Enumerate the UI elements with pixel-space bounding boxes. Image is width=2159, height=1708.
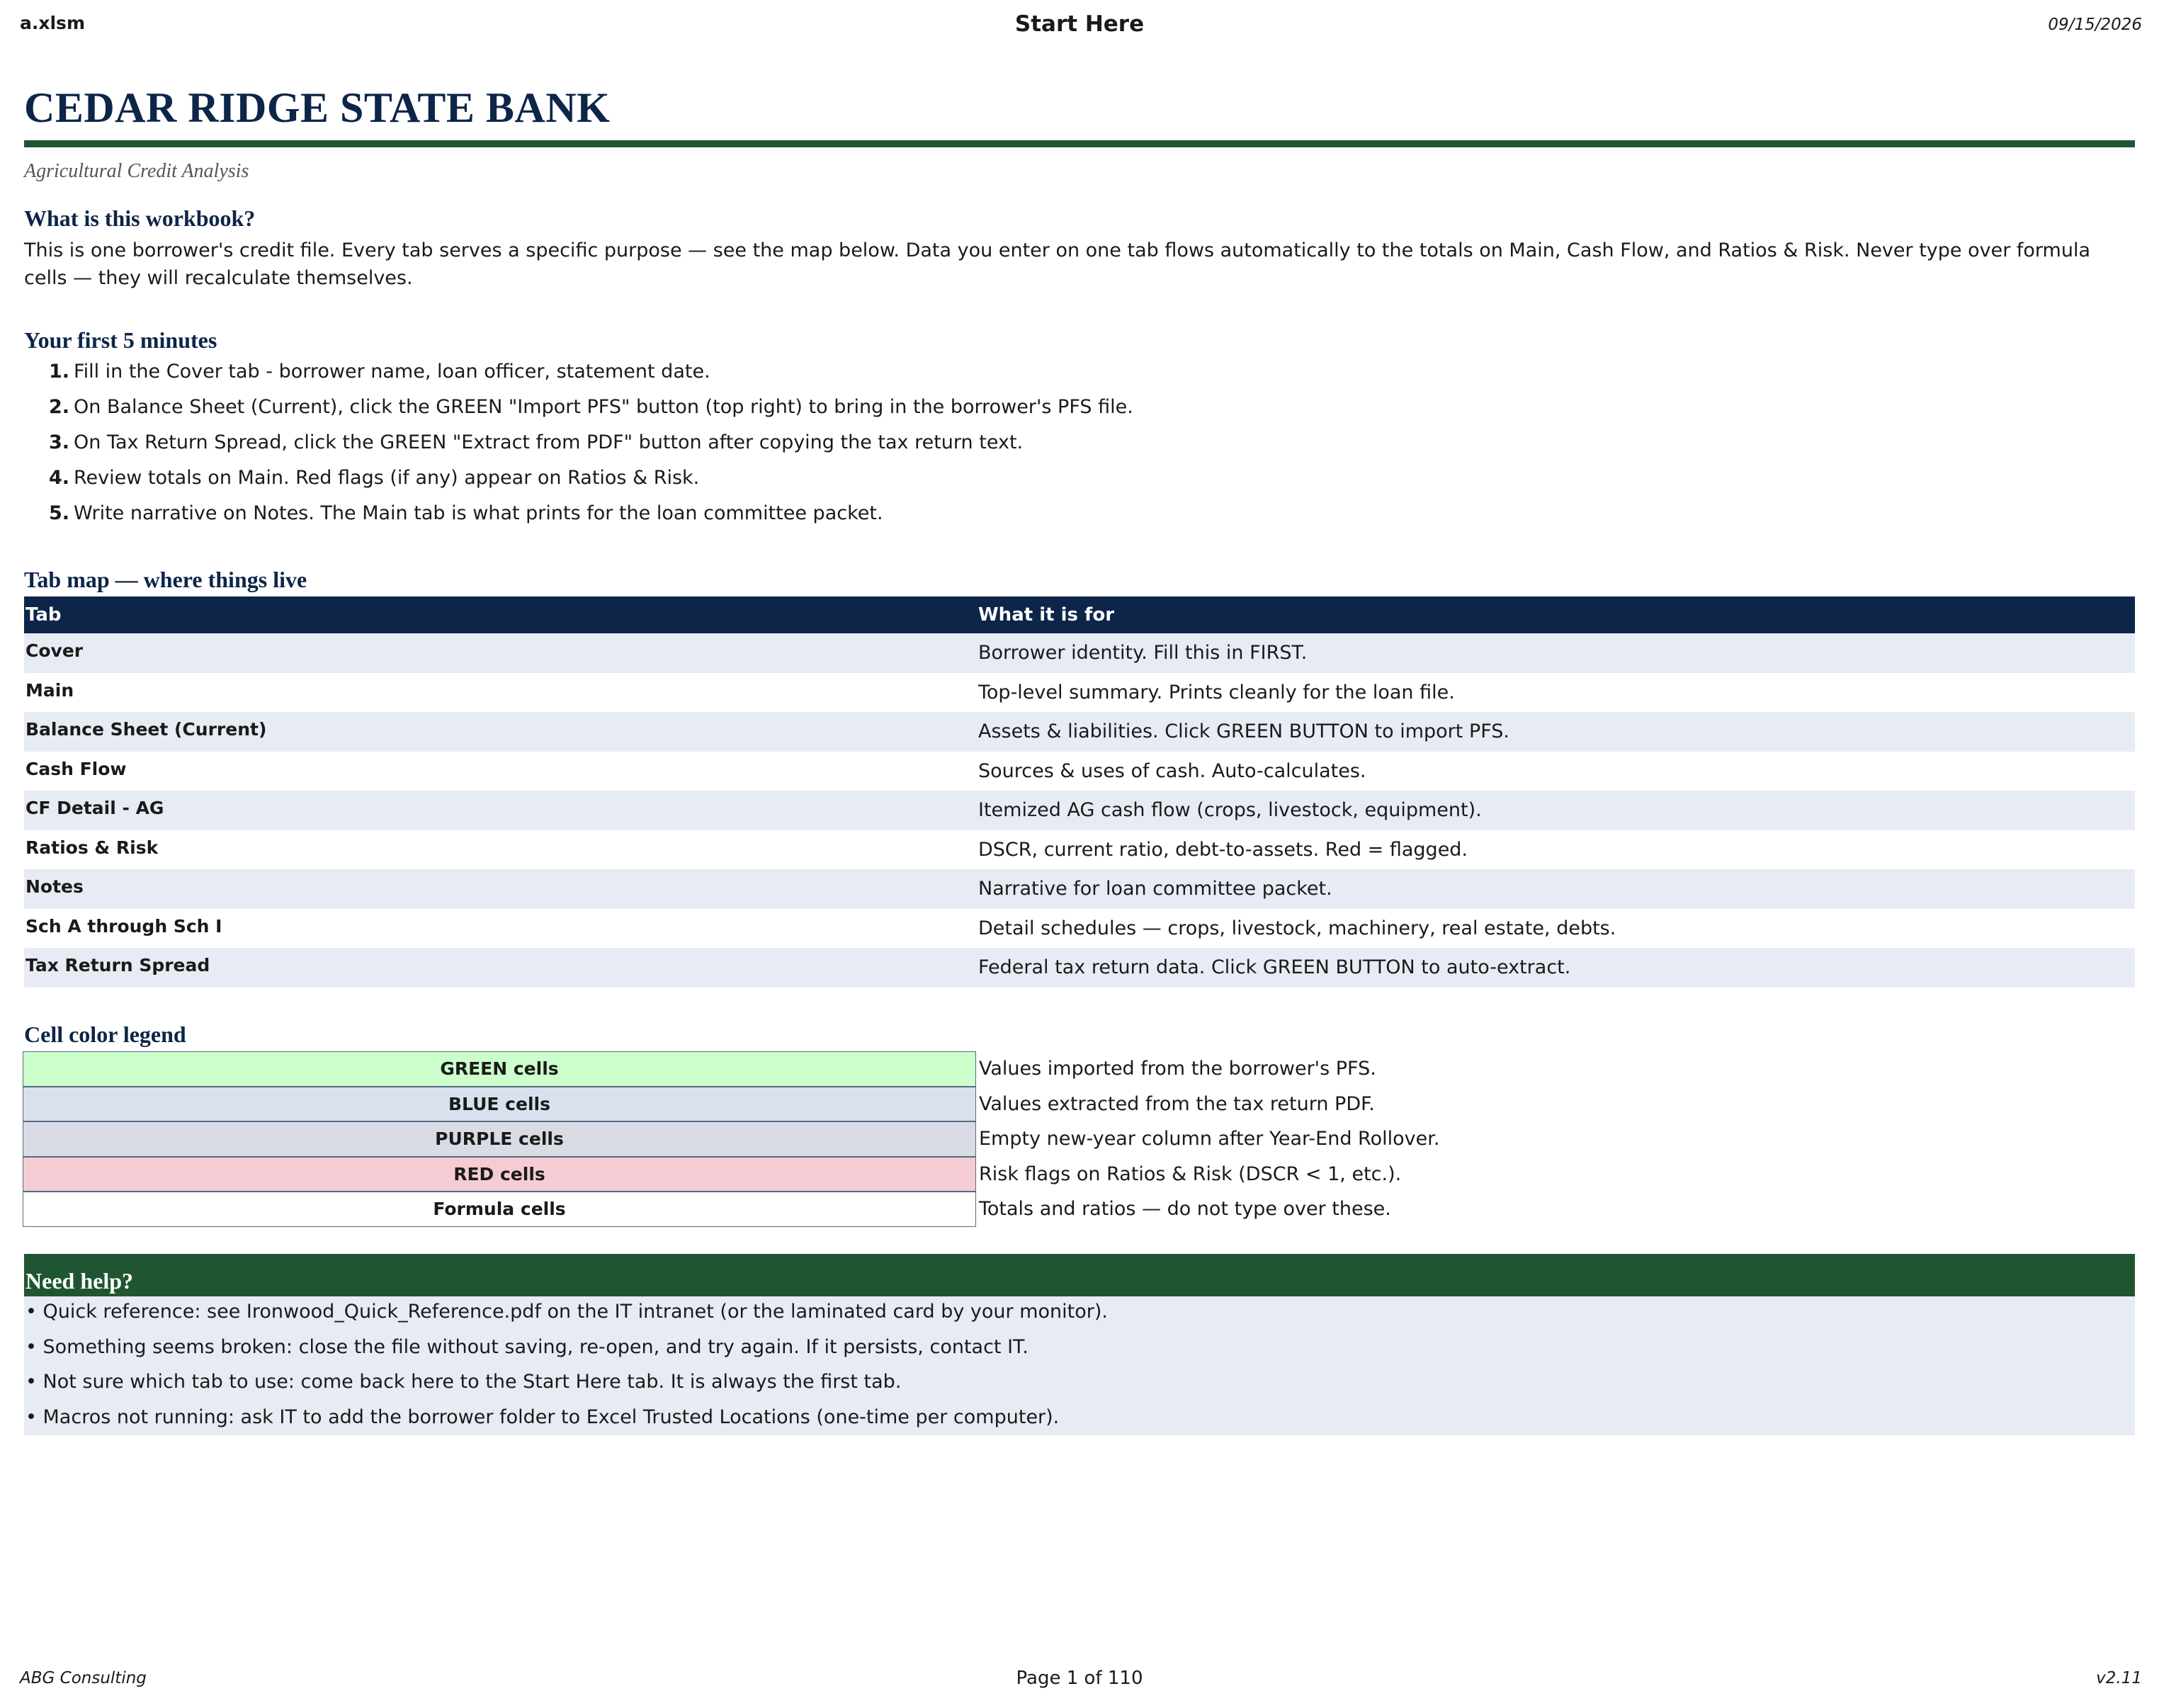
help-heading: Need help? — [24, 1254, 2135, 1296]
table-row — [24, 948, 2135, 988]
step-number: 1. — [48, 361, 69, 383]
step-text: On Balance Sheet (Current), click the GREEN "Import PFS" button (top right) to bring in the borrower's PFS file. — [74, 396, 1133, 418]
tab-map-heading: Tab map — where things live — [24, 567, 307, 592]
legend-row — [23, 1121, 1439, 1157]
tab-purpose-cell: Itemized AG cash flow (crops, livestock, equipment). — [978, 799, 1482, 821]
legend-swatch: BLUE cells — [23, 1087, 976, 1122]
tab-name-cell: Cover — [26, 640, 84, 661]
step-number: 4. — [48, 467, 69, 489]
legend-row — [23, 1157, 1439, 1192]
table-row — [24, 752, 2135, 791]
table-row — [24, 791, 2135, 830]
legend-description: Risk flags on Ratios & Risk (DSCR < 1, etc.). — [979, 1163, 1402, 1185]
tab-purpose-cell: Narrative for loan committee packet. — [978, 878, 1332, 900]
table-row — [24, 909, 2135, 949]
page-number: Page 1 of 110 — [1016, 1668, 1143, 1689]
sheet-title: Start Here — [1014, 11, 1145, 37]
legend-description: Values extracted from the tax return PDF. — [979, 1092, 1375, 1115]
version-label: v2.11 — [2096, 1669, 2142, 1687]
tab-name-cell: Ratios & Risk — [26, 837, 159, 858]
header-date: 09/15/2026 — [2048, 16, 2142, 34]
step-text: Fill in the Cover tab - borrower name, loan officer, statement date. — [74, 361, 710, 383]
bank-subtitle: Agricultural Credit Analysis — [24, 160, 249, 182]
column-header-purpose: What it is for — [978, 604, 1115, 626]
tab-name-cell: Tax Return Spread — [26, 955, 210, 975]
legend-heading: Cell color legend — [24, 1022, 186, 1047]
table-row — [24, 673, 2135, 713]
tab-name-cell: Main — [26, 679, 74, 701]
step-number: 2. — [48, 396, 69, 418]
step-number: 3. — [48, 431, 69, 453]
tab-name-cell: Sch A through Sch I — [26, 915, 222, 937]
color-legend — [23, 1051, 1439, 1227]
help-list — [24, 1296, 2135, 1435]
legend-description: Totals and ratios — do not type over these. — [979, 1198, 1391, 1221]
legend-swatch: GREEN cells — [23, 1051, 976, 1087]
file-name: a.xlsm — [20, 13, 85, 33]
tab-purpose-cell: Sources & uses of cash. Auto-calculates. — [978, 759, 1366, 782]
footer-company: ABG Consulting — [20, 1669, 147, 1687]
table-row — [24, 633, 2135, 673]
legend-row — [23, 1087, 1439, 1122]
table-body — [24, 633, 2135, 988]
tab-purpose-cell: Detail schedules — crops, livestock, machinery, real estate, debts. — [978, 917, 1616, 939]
step-text: On Tax Return Spread, click the GREEN "Extract from PDF" button after copying the tax return text. — [74, 431, 1024, 453]
list-item — [48, 500, 1133, 536]
tab-purpose-cell: Borrower identity. Fill this in FIRST. — [978, 642, 1308, 664]
table-row — [24, 712, 2135, 752]
tab-purpose-cell: DSCR, current ratio, debt-to-assets. Red = flagged. — [978, 838, 1468, 861]
legend-swatch: Formula cells — [23, 1192, 976, 1227]
list-item — [48, 429, 1133, 465]
tab-name-cell: Balance Sheet (Current) — [26, 719, 267, 740]
intro-text: This is one borrower's credit file. Every tab serves a specific purpose — see the map below. Data you enter on one tab flows automatically to the totals on Main, Cash Flow, and Ratios & Risk. Never type over formula cells — they will recalculate themselves. — [24, 239, 2091, 289]
step-text: Write narrative on Notes. The Main tab is what prints for the loan committee packet. — [74, 502, 883, 524]
help-item: • Macros not running: ask IT to add the borrower folder to Excel Trusted Locations (one-time per computer). — [26, 1406, 1060, 1428]
legend-swatch: RED cells — [23, 1157, 976, 1192]
steps-list — [48, 358, 1133, 536]
title-rule — [24, 140, 2135, 147]
legend-swatch: PURPLE cells — [23, 1121, 976, 1157]
legend-description: Empty new-year column after Year-End Rollover. — [979, 1128, 1440, 1150]
legend-description: Values imported from the borrower's PFS. — [979, 1058, 1376, 1080]
help-item: • Quick reference: see Ironwood_Quick_Reference.pdf on the IT intranet (or the laminated card by your monitor). — [26, 1301, 1108, 1323]
help-item: • Something seems broken: close the file without saving, re-open, and try again. If it persists, contact IT. — [26, 1335, 1028, 1358]
legend-row — [23, 1192, 1439, 1227]
column-header-tab: Tab — [26, 604, 62, 626]
tab-name-cell: CF Detail - AG — [26, 798, 164, 818]
list-item — [48, 394, 1133, 429]
tab-name-cell: Cash Flow — [26, 758, 127, 779]
tab-map-table — [24, 596, 2135, 988]
list-item — [48, 465, 1133, 500]
tab-purpose-cell: Federal tax return data. Click GREEN BUTTON to auto-extract. — [978, 956, 1571, 978]
tab-purpose-cell: Assets & liabilities. Click GREEN BUTTON to import PFS. — [978, 720, 1510, 742]
table-row — [24, 869, 2135, 909]
legend-row — [23, 1051, 1439, 1087]
tab-purpose-cell: Top-level summary. Prints cleanly for the loan file. — [978, 681, 1455, 703]
first-minutes-heading: Your first 5 minutes — [24, 327, 217, 353]
list-item — [48, 358, 1133, 394]
bank-name: CEDAR RIDGE STATE BANK — [24, 84, 611, 131]
table-header-row — [24, 596, 2135, 633]
step-text: Review totals on Main. Red flags (if any) appear on Ratios & Risk. — [74, 467, 700, 489]
intro-heading: What is this workbook? — [24, 205, 256, 231]
help-item: • Not sure which tab to use: come back here to the Start Here tab. It is always the first tab. — [26, 1371, 902, 1393]
step-number: 5. — [48, 502, 69, 524]
table-row — [24, 830, 2135, 870]
tab-name-cell: Notes — [26, 876, 84, 897]
